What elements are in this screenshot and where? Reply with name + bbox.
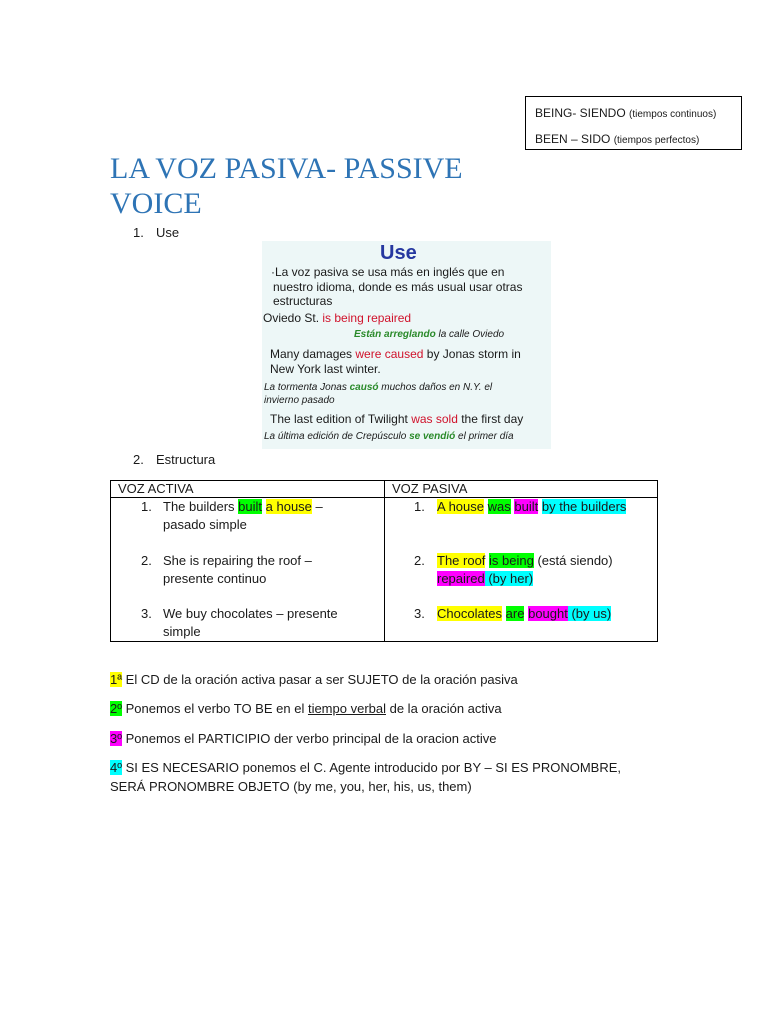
ex2-subject: Many damages	[270, 347, 356, 361]
use-slide-image	[262, 241, 551, 449]
rule-text-end: de la oración activa	[386, 701, 502, 716]
slide-translation-3	[264, 431, 514, 442]
rule-tag: 3º	[110, 731, 122, 746]
active-dash: –	[311, 499, 323, 514]
active-sentence-3	[163, 605, 338, 641]
active-number-2: 2.	[141, 553, 152, 568]
active-number-3: 3.	[141, 606, 152, 621]
active-number-1: 1.	[141, 499, 152, 514]
passive-agent: (by her)	[484, 571, 534, 586]
rule-text: SI ES NECESARIO ponemos el C. Agente introducido por BY – SI ES PRONOMBRE,	[121, 760, 622, 775]
passive-be: was	[487, 499, 511, 514]
passive-number-1: 1.	[414, 499, 425, 514]
passive-agent: (by us)	[567, 606, 612, 621]
section-number: 1.	[133, 225, 144, 240]
ex1-verb: is being repaired	[322, 311, 412, 325]
active-sentence-1	[163, 498, 323, 534]
rule-text-line-2: SERÁ PRONOMBRE OBJETO (by me, you, her, his, us, them)	[110, 779, 472, 794]
note-being-small: (tiempos continuos)	[629, 109, 717, 120]
section-number: 2.	[133, 452, 144, 467]
tr2-post: muchos daños en N.Y. el	[378, 382, 493, 393]
rule-4	[110, 758, 650, 796]
rule-text: El CD de la oración activa pasar a ser SUJETO de la oración pasiva	[122, 672, 518, 687]
ex1-subject: Oviedo St.	[263, 311, 323, 325]
slide-example-1	[263, 311, 411, 325]
passive-be: is being	[489, 553, 534, 568]
active-tense: simple	[163, 624, 201, 639]
tr1-rest: la calle Oviedo	[435, 329, 505, 340]
section-label: Estructura	[156, 452, 216, 467]
slide-example-2	[270, 347, 521, 361]
header-voz-activa: VOZ ACTIVA	[118, 481, 194, 496]
passive-note: (está siendo)	[533, 553, 613, 568]
note-been-small: (tiempos perfectos)	[613, 135, 700, 146]
slide-title: Use	[380, 242, 417, 264]
slide-example-3	[270, 412, 523, 426]
tr2-verb: causó	[349, 382, 379, 393]
note-box	[525, 96, 742, 150]
slide-bullet	[271, 265, 504, 279]
ex2-verb: were caused	[355, 347, 424, 361]
tr3-verb: se vendió	[409, 431, 456, 442]
voice-comparison-table	[110, 480, 658, 642]
passive-number-3: 3.	[414, 606, 425, 621]
passive-sentence-1	[437, 498, 626, 516]
passive-be: are	[505, 606, 525, 621]
ex3-rest: the first day	[457, 412, 524, 426]
passive-sentence-3	[437, 605, 611, 623]
rule-tag: 2º	[110, 701, 122, 716]
slide-translation-1	[354, 329, 504, 340]
bullet-dot: ·	[271, 265, 275, 279]
active-sentence-2	[163, 552, 312, 588]
rule-1	[110, 670, 650, 689]
rule-tag: 4º	[110, 760, 122, 775]
passive-participle: bought	[528, 606, 568, 621]
passive-participle: built	[514, 499, 539, 514]
slide-translation-2	[264, 382, 492, 393]
rule-3	[110, 729, 650, 748]
slide-example-2-line-2: New York last winter.	[270, 362, 381, 376]
slide-translation-2-line-2: invierno pasado	[264, 395, 335, 406]
note-been	[535, 132, 699, 146]
section-label: Use	[156, 225, 180, 240]
passive-subject: The roof	[437, 553, 486, 568]
passive-sentence-2	[437, 552, 613, 588]
passive-subject: Chocolates	[437, 606, 503, 621]
active-text: We buy chocolates – presente	[163, 606, 338, 621]
slide-bullet-line-1: La voz pasiva se usa más en inglés que en	[275, 265, 505, 279]
rule-2	[110, 699, 650, 718]
passive-participle: repaired	[437, 571, 485, 586]
note-been-main: BEEN – SIDO	[535, 132, 611, 146]
table-column-divider	[384, 481, 385, 641]
active-object: a house	[265, 499, 312, 514]
header-voz-pasiva: VOZ PASIVA	[392, 481, 468, 496]
slide-bullet-line-3: estructuras	[273, 294, 333, 308]
active-verb: built	[238, 499, 263, 514]
tr3-post: el primer día	[455, 431, 514, 442]
active-tense: presente continuo	[163, 571, 267, 586]
slide-bullet-line-2: nuestro idioma, donde es más usual usar otras	[273, 280, 523, 294]
active-subject: The builders	[163, 499, 239, 514]
passive-subject: A house	[437, 499, 484, 514]
ex3-subject: The last edition of Twilight	[270, 412, 412, 426]
tr1-verb: Están arreglando	[354, 329, 436, 340]
passive-agent: by the builders	[541, 499, 627, 514]
passive-number-2: 2.	[414, 553, 425, 568]
tr3-pre: La última edición de Crepúsculo	[264, 431, 410, 442]
rule-text: Ponemos el PARTICIPIO der verbo principal de la oracion active	[121, 731, 497, 746]
rule-tag: 1ª	[110, 672, 123, 687]
note-being	[535, 106, 716, 120]
rule-underlined-text: tiempo verbal	[307, 701, 386, 716]
ex3-verb: was sold	[411, 412, 458, 426]
rule-text: Ponemos el verbo TO BE en el	[121, 701, 308, 716]
ex2-rest: by Jonas storm in	[423, 347, 521, 361]
tr2-pre: La tormenta Jonas	[264, 382, 350, 393]
note-being-main: BEING- SIENDO	[535, 106, 626, 120]
active-tense: pasado simple	[163, 517, 247, 532]
page-title: LA VOZ PASIVA- PASSIVE VOICE	[110, 152, 463, 220]
active-text: She is repairing the roof –	[163, 553, 312, 568]
